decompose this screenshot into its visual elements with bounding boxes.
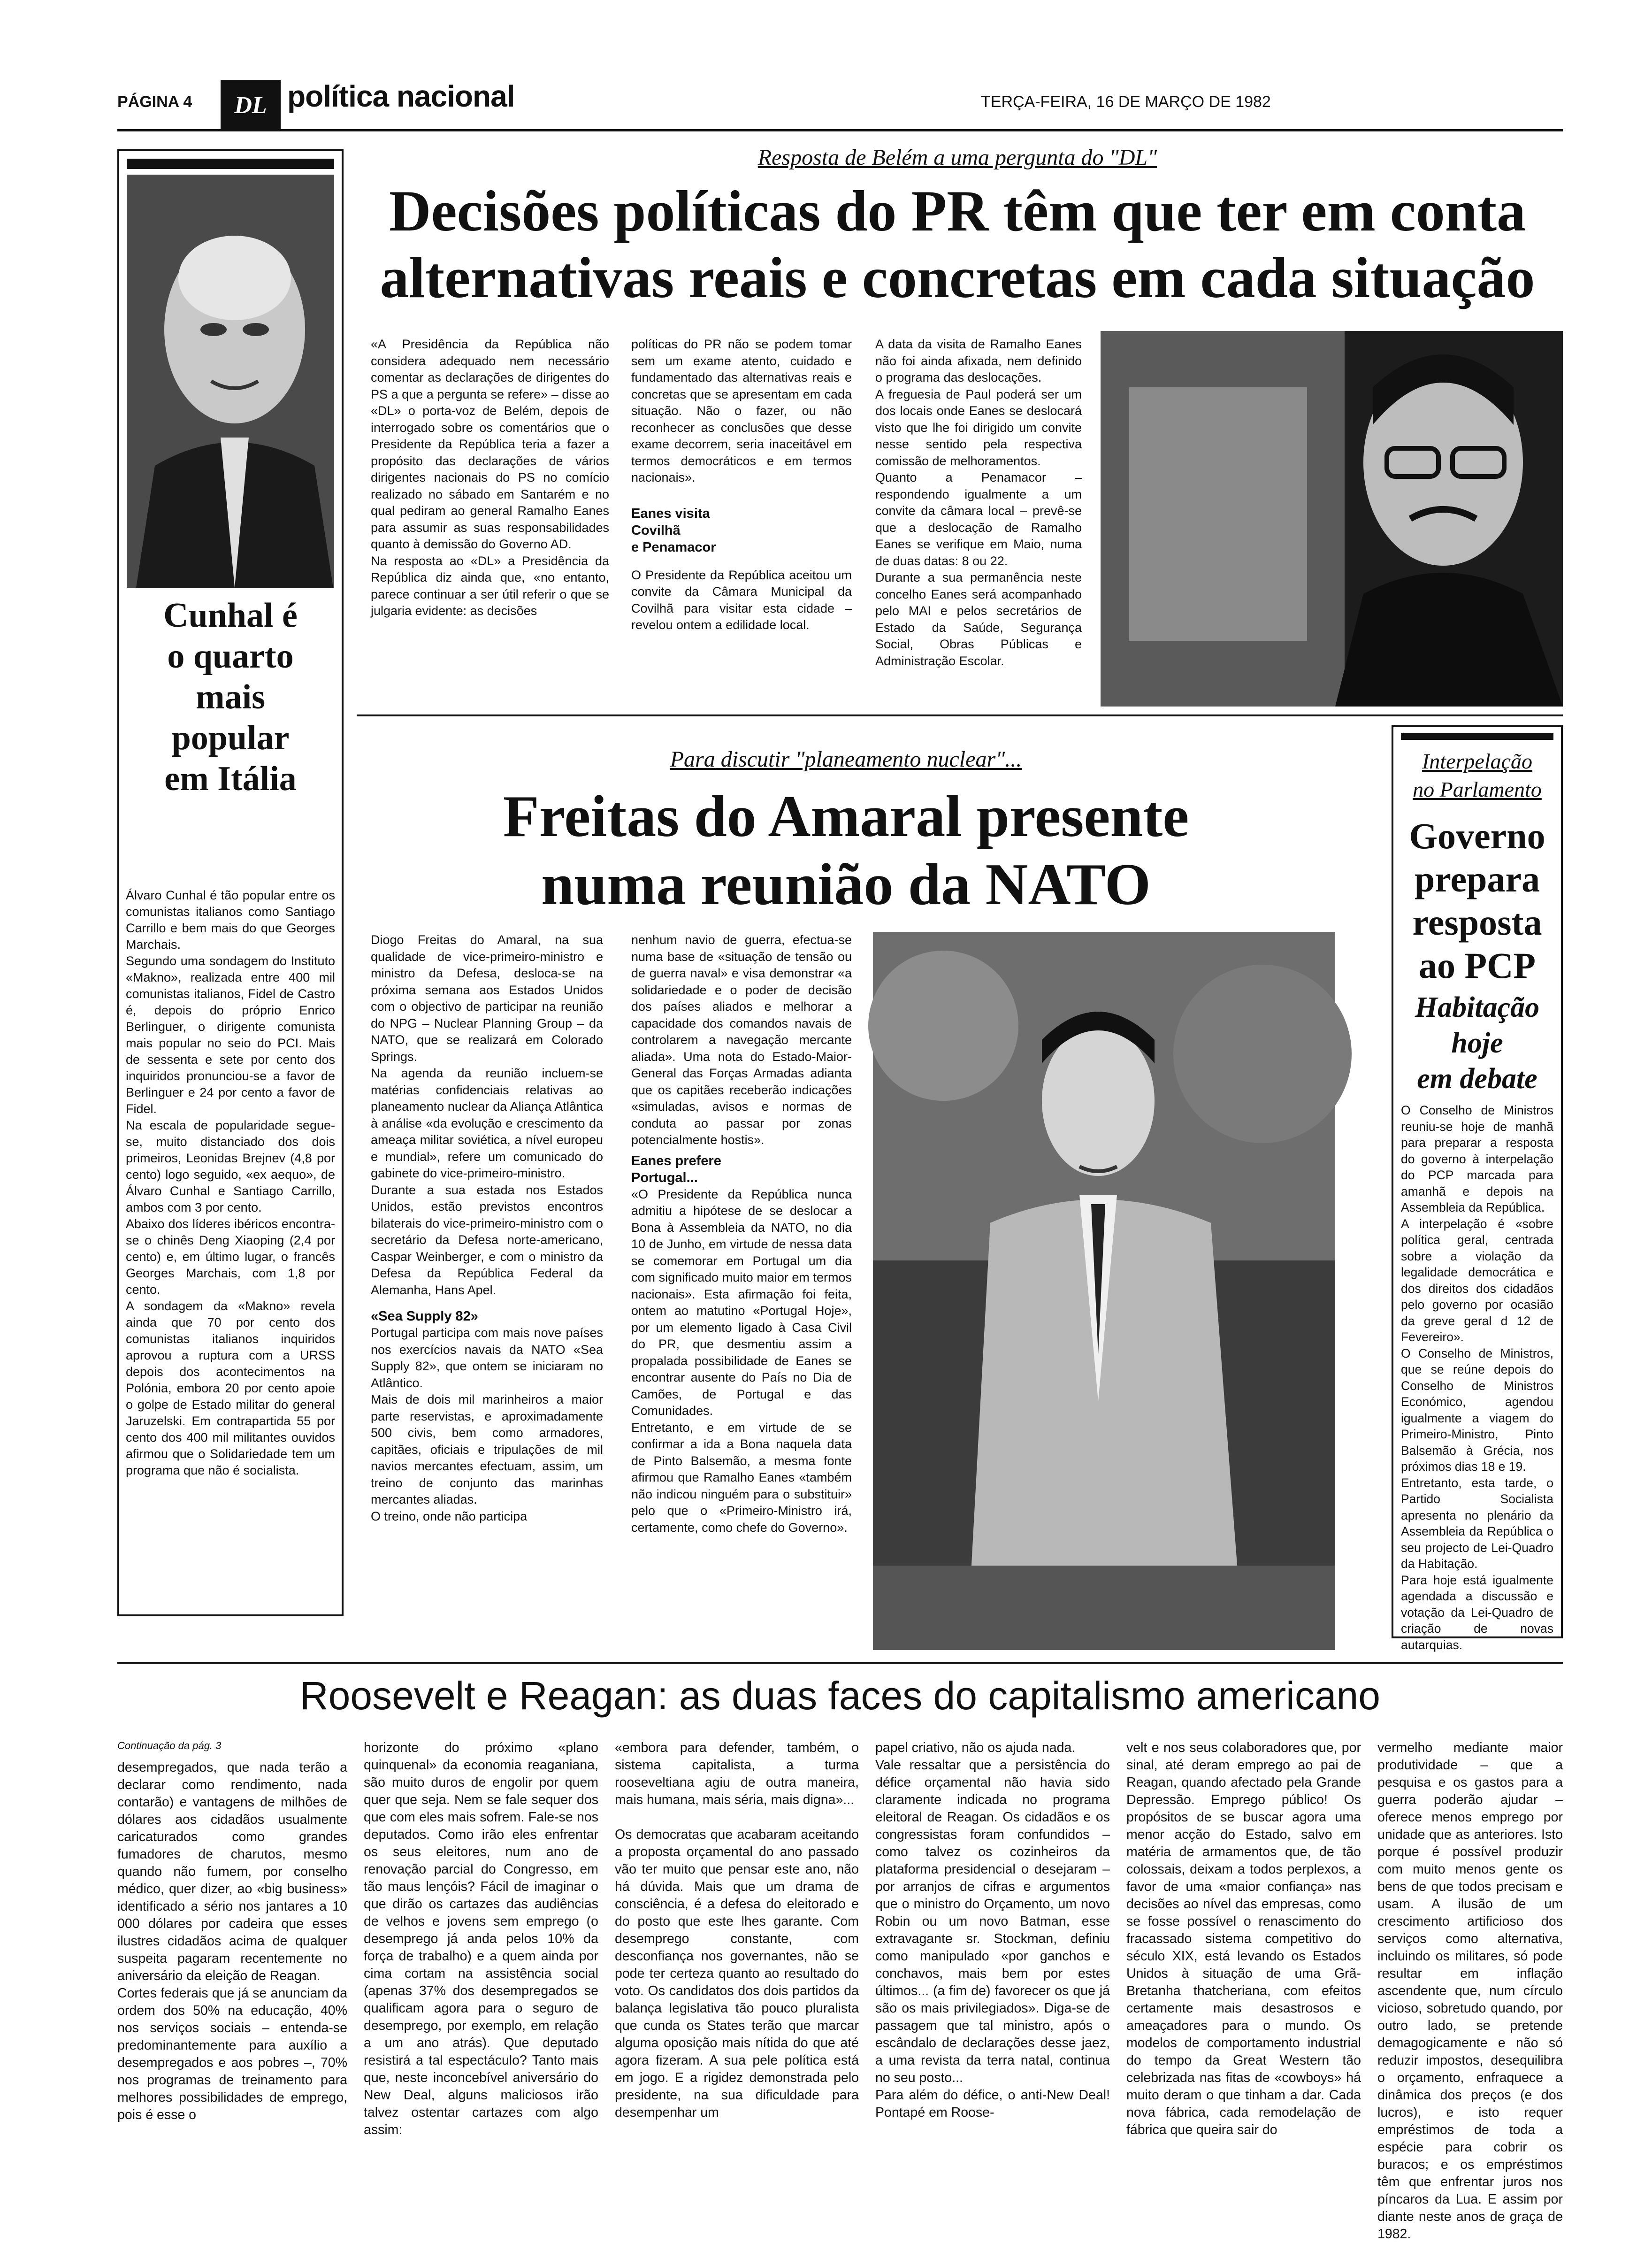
section-logo-text: DL (234, 92, 267, 119)
story1-headline-1: Decisões políticas do PR têm que ter em conta (389, 179, 1526, 243)
box-kicker-1: Interpelação (1422, 749, 1533, 773)
page-date: TERÇA-FEIRA, 16 DE MARÇO DE 1982 (981, 93, 1271, 111)
portrait-photo (1101, 331, 1563, 707)
box-top-bar (1401, 733, 1553, 740)
portrait-photo (873, 932, 1335, 1650)
story1-headline-2: alternativas reais e concretas em cada situação (380, 246, 1535, 310)
sidebar-photo (127, 175, 334, 588)
box-kicker-2: no Parlamento (1413, 777, 1542, 801)
story3-col1-block (117, 1739, 347, 2190)
sidebar-headline: Cunhal é o quarto mais popular em Itália (163, 596, 298, 798)
story3-col4: papel criativo, não os ajuda nada. Vale ressaltar que a persistência do défice orçamental não havia sido claramente indicada no programa eleitoral de Reagan. Os cidadãos e os congressistas foram confundidos – como talvez os cozinheiros da plataforma presidencial o desejaram – por arranjos de cifras e argumentos que o ministro do Orçamento, um novo Robin ou um novo Batman, esse extravagante sr. Stockman, definiu como manipulado «por ganchos e conchavos, mais bem por estes últimos... (a fim de) favorecer os que já são os mais privilegiados». Diga-se de passagem que tal ministro, após o escândalo de declarações desse jaez, a uma revista da terra natal, continua no seu posto... Para além do défice, o anti-New Deal! Pontapé em Roose- (875, 1740, 1110, 2120)
story1-col1: «A Presidência da República não considera adequado nem necessário comentar as declarações de dirigentes do PS a que a pergunta se refere» – disse ao «DL» o porta-voz de Belém, depois de interrogado sobre os comentários que o Presidente da República teria a fazer a propósito das declarações de vários dirigentes nacionais do PS no comício realizado no sábado em Santarém e no qual pediram ao general Ramalho Eanes para assumir as suas responsabilidades quanto à demissão do Governo AD. Na resposta ao «DL» a Presidência da República diz ainda que, «no entanto, parece continuar a ser útil referir o que se julgaria evidente: as decisões (371, 337, 609, 618)
box-subheadline: Habitação hoje em debate (1415, 991, 1540, 1095)
section-logo (221, 80, 281, 131)
header-rule (117, 129, 1563, 131)
story3-col1: desempregados, que nada terão a declarar como rendimento, nada contarão) e vantagens de milhões de dólares aos cidadãos usualmente caricaturados como grandes fumadores de charutos, mesmo quando não fumem, por conselho médico, quer dizer, ao «big business» identificado a sério nos jantares a 10 000 dólares por cadeira que esses ilustres cidadãos acima de qualquer suspeita pagaram recentemente no aniversário da eleição de Reagan. Cortes federais que já se anunciam da ordem dos 50% na educação, 40% nos serviços sociais – entenda-se predominantemente para auxílio a desempregados e aos pobres –, 70% nos programas de treinamento para melhores possibilidades de emprego, pois é esse o (117, 1760, 347, 2122)
box-headline: Governo prepara resposta ao PCP (1409, 815, 1545, 986)
story2-col2-text-a: nenhum navio de guerra, efectua-se numa base de «situação de tensão ou de guerra naval» e visa demonstrar «a solidariedade e o poder de decisão dos países aliados e melhorar a capacidade dos comandos navais de controlarem a navegação mercante aliada». Uma nota do Estado-Maior-General das Forças Armadas adianta que os capitães receberão indicações «simuladas, avisos e normas de conduta ao passar por zonas potencialmente hostis». (631, 933, 852, 1147)
story3-col6: vermelho mediante maior produtividade – que a pesquisa e os gastos para a guerra poderão ajudar – oferece menos emprego por unidade que as anteriores. Isto porque é possível produzir com muito menos gente os bens de que todos precisam e usam. A ilusão de um crescimento artificioso dos serviços como alternativa, incluindo os militares, só pode resultar em inflação ascendente que, num círculo vicioso, sobretudo quando, por outro lado, se pretende demagogicamente e não só reduzir impostos, desequilibra o orçamento, enfraquece a dinâmica dos preços (e dos lucros), e isto requer empréstimos de toda a espécie para cobrir os buracos; e os empréstimos têm que enfrentar juros nos píncaros da Lua. E assim por diante neste anos de graça de 1982. (1377, 1740, 1563, 2242)
portrait-photo (127, 175, 334, 588)
story1-kicker: Resposta de Belém a uma pergunta do "DL" (757, 145, 1157, 170)
story2-col1-subhead: «Sea Supply 82» (371, 1309, 478, 1324)
story1-col3: A data da visita de Ramalho Eanes não foi ainda afixada, nem definido o programa das deslocações. A freguesia de Paul poderá ser um dos locais onde Eanes se deslocará visto que lhe foi dirigido um convite nesse sentido pela respectiva comissão de melhoramentos. Quanto a Penamacor – respondendo igualmente a um convite da câmara local – prevê-se que a deslocação de Ramalho Eanes se verifique em Maio, numa de duas datas: 8 ou 22. Durante a sua permanência neste concelho Eanes será acompanhado pelo MAI e pelos secretários de Estado da Saúde, Segurança Social, Obras Públicas e Administração Escolar. (875, 337, 1082, 668)
page-label: PÁGINA 4 (117, 93, 192, 111)
box-body: O Conselho de Ministros reuniu-se hoje de manhã para preparar a resposta do governo à interpelação do PCP marcada para amanhã e depois na Assembleia da República. A interpelação é «sobre política geral, centrada sobre a violação da legalidade democrática e dos direitos dos cidadãos pelo governo por ocasião da greve geral d 12 de Fevereiro». O Conselho de Ministros, que se reúne depois do Conselho de Ministros Económico, agendou igualmente a viagem do Primeiro-Ministro, Pinto Balsemão à Grécia, nos próximos dias 18 e 19. Entretanto, esta tarde, o Partido Socialista apresenta no plenário da Assembleia da República o seu projecto de Lei-Quadro da Habitação. Para hoje está igualmente agendada a discussão e votação da Lei-Quadro de criação de novas autarquias. (1401, 1103, 1553, 1652)
story2-photo (873, 932, 1335, 1650)
story2-col2 (631, 932, 852, 1655)
story2-col2-text-b: «O Presidente da República nunca admitiu a hipótese de se deslocar a Bona à Assembleia da NATO, no dia 10 de Junho, em virtude de nessa data se comemorar em Portugal um dia com significado muito maior em termos nacionais». Esta afirmação foi feita, ontem ao matutino «Portugal Hoje», por um elemento ligado à Casa Civil do PR, que desmentiu assim a propalada possibilidade de Eanes se encontrar ausente do País no Dia de Camões, de Portugal e das Comunidades. Entretanto, e em virtude de se confirmar a ida a Bona naquela data de Pinto Balsemão, a mesma fonte afirmou que Ramalho Eanes «também não indicou ninguém para o substituir» pelo que o «Primeiro-Ministro irá, certamente, como chefe do Governo». (631, 1187, 852, 1535)
story3-col3: «embora para defender, também, o sistema capitalista, a turma rooseveltiana agiu de outra maneira, mais humana, mais séria, mais digna»... Os democratas que acabaram aceitando a proposta orçamental do ano passado vão ter muito que pensar este ano, não há dúvida. Mais que um drama de consciência, é a defesa do eleitorado e do posto que este lhes garante. Com desemprego constante, com desconfiança nos governantes, não se pode ter certeza quanto ao resultado do voto. Os candidatos dos dois partidos da balança legislativa tão pouco pluralista que cunda os States terão que marcar alguma oposição mais nítida do que até agora fizeram. A sua pele política está em jogo. E a rigidez demonstrada pelo presidente, na sua dificuldade para desempenhar um (615, 1740, 859, 2120)
story2-col1 (371, 932, 603, 1655)
continuation-note: Continuação da pág. 3 (117, 1740, 222, 1751)
story3-col2: horizonte do próximo «plano quinquenal» da economia reaganiana, são muito duros de engolir por quem quer que seja. Nem se fale sequer dos que com eles mais sofrem. Fale-se nos deputados. Como irão eles enfrentar os seus eleitores, num ano de renovação parcial do Congresso, em tão maus lençóis? Fácil de imaginar o que dirão os cartazes das audiências de velhos e jovens sem emprego (o desemprego já anda pelos 10% da força de trabalho) e a quem ainda por cima cortam na assistência social (apenas 37% dos desempregados se qualificam agora para o seguro de desemprego, por exemplo, em relação a um ano atrás). Que deputado resistirá a tal espectáculo? Tanto mais que, neste inconcebível aniversário do New Deal, alguns maliciosos irão talvez ostentar cartazes com algo assim: (364, 1740, 598, 2137)
sidebar-body: Álvaro Cunhal é tão popular entre os comunistas italianos como Santiago Carrillo e bem mais do que Georges Marchais. Segundo uma sondagem do Instituto «Makno», realizada entre 400 mil comunistas italianos, Fidel de Castro é, depois do próprio Enrico Berlinguer, o dirigente comunista mais popular no seio do PCI. Mais de sessenta e sete por cento dos inquiridos pronunciou-se a favor de Berlinguer e 24 por cento a favor de Fidel. Na escala de popularidade segue-se, muito distanciado dos dois primeiros, Leonidas Brejnev (4,8 por cento) logo seguido, «ex aequo», de Álvaro Cunhal e Santiago Carrillo, ambos com 3 por cento. Abaixo dos líderes ibéricos encontra-se o chinês Deng Xiaoping (2,4 por cento) e, em último lugar, o francês Georges Marchais, com 1,8 por cento. A sondagem da «Makno» revela ainda que 70 por cento dos comunistas italianos inquiridos aprovou a ruptura com a URSS depois dos acontecimentos na Polónia, embora 20 por cento apoie o golpe de Estado militar do general Jaruzelski. Em contrapartida 55 por cento dos 400 mil militantes ouvidos afirmou que o Solidariedade tem um programa que não é socialista. (126, 888, 335, 1477)
story2-headline-1: Freitas do Amaral presente (503, 784, 1189, 849)
story1-col2-text-a: políticas do PR não se podem tomar sem um exame atento, cuidado e fundamentado das alternativas reais e concretas que se apresentam em cada situação. Não o fazer, ou não reconhecer as conclusões que desse exame decorrem, seria inaceitável em termos democráticos e em termos nacionais». (631, 337, 852, 484)
sidebar-top-bar (127, 159, 334, 169)
story3-col5: velt e nos seus colaboradores que, por sinal, até deram emprego ao pai de Reagan, quando afectado pela Grande Depressão. Emprego público! Os propósitos de se buscar agora uma menor acção do Estado, salvo em matéria de armamentos que, de tão colossais, deixam a todos perplexos, a favor de uma «maior confiança» nas decisões ao nível das empresas, como se fosse possível o renascimento do fracassado sistema competitivo do século XIX, está levando os Estados Unidos à situação de uma Grã-Bretanha thatcheriana, com efeitos certamente mais desastrosos e ameaçadores para o mundo. Os modelos de comportamento industrial do tempo da Great Western tão celebrizada nas fitas de «cowboys» há muito deram o que tinham a dar. Cada nova fábrica, cada remodelação de fábrica que queira sair do (1126, 1740, 1361, 2137)
story1-photo (1101, 331, 1563, 707)
story2-kicker: Para discutir "planeamento nuclear"... (670, 747, 1022, 772)
story1-col2-subhead: Eanes visita Covilhã e Penamacor (631, 506, 716, 555)
story2-col1-text-a: Diogo Freitas do Amaral, na sua qualidade de vice-primeiro-ministro e ministro da Defesa, desloca-se na próxima semana aos Estados Unidos com o objectivo de participar na reunião do NPG – Nuclear Planning Group – da NATO, que se realizará em Colorado Springs. Na agenda da reunião incluem-se matérias confidenciais relativas ao planeamento nuclear da Aliança Atlântica à análise «da evolução e crescimento da ameaça militar soviética, a nível europeu e mundial», refere um comunicado do gabinete do vice-primeiro-ministro. Durante a sua estada nos Estados Unidos, estão previstos encontros bilaterais do vice-primeiro-ministro com o secretário da Defesa norte-americano, Caspar Weinberger, e com o ministro da Defesa da República Federal da Alemanha, Hans Apel. (371, 933, 603, 1297)
story2-col2-subhead: Eanes prefere Portugal... (631, 1153, 721, 1185)
story2-headline-2: numa reunião da NATO (541, 852, 1151, 917)
middle-rule (117, 1662, 1563, 1664)
story1-col2-text-b: O Presidente da República aceitou um convite da Câmara Municipal da Covilhã para visitar esta cidade – revelou ontem a edilidade local. (631, 568, 852, 632)
story2-col1-text-b: Portugal participa com mais nove países nos exercícios navais da NATO «Sea Supply 82», que ontem se iniciaram no Atlântico. Mais de dois mil marinheiros a maior parte reservistas, e aproximadamente 500 civis, bem como armadores, capitães, oficiais e tripulações de mil navios mercantes efectuam, assim, um treino de conjunto das marinhas mercantes aliadas. O treino, onde não participa (371, 1326, 603, 1523)
story3-headline: Roosevelt e Reagan: as duas faces do capitalismo americano (300, 1674, 1380, 1718)
story1-col2 (631, 336, 852, 707)
section-title: política nacional (287, 79, 515, 113)
story1-bottom-rule (357, 714, 1563, 716)
